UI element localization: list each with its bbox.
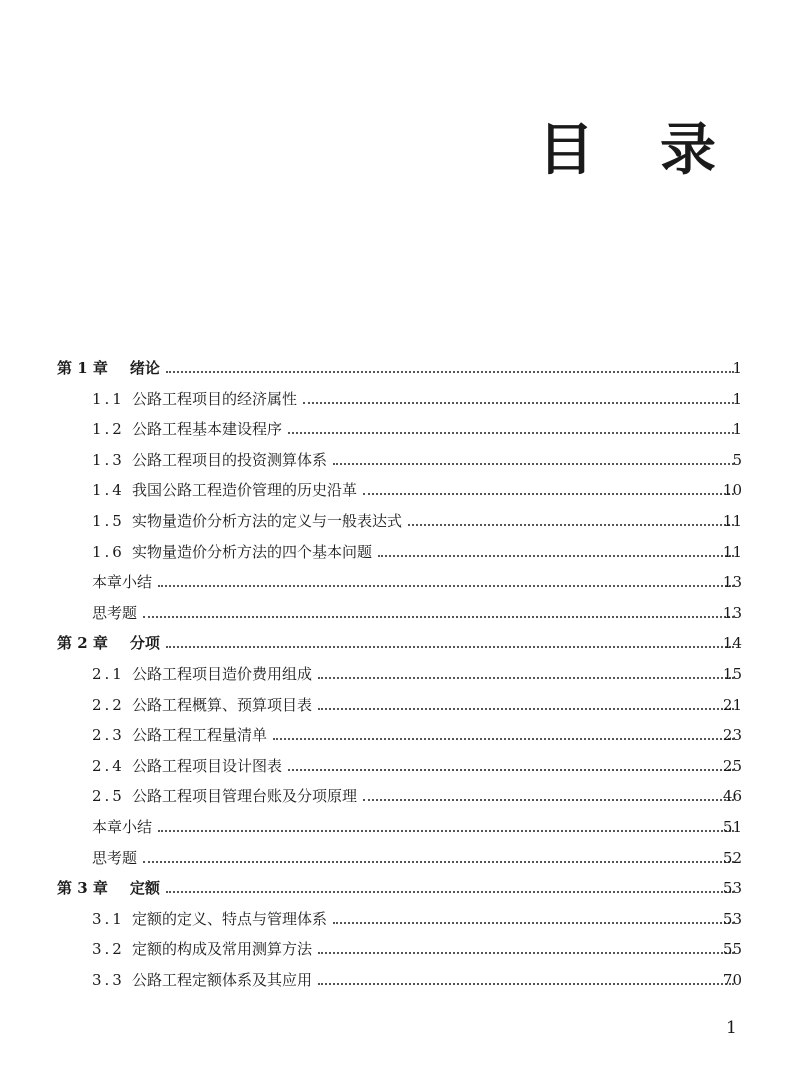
toc-entry-title: 本章小结 [92,818,153,836]
dot-leader [318,953,734,985]
toc-page-number: 13 [722,603,742,622]
toc-entry-number: 3.3 [92,971,125,989]
toc-entry-number: 2.4 [92,756,125,775]
toc-entry-title: 公路工程项目设计图表 [132,756,283,775]
dot-leader [378,525,734,557]
toc-entry-number: 1.2 [92,420,125,439]
dot-leader [318,922,734,954]
dot-leader [318,678,734,710]
toc-entry-title: 分项 [129,634,160,653]
toc-page-number: 51 [722,818,742,836]
toc-page-number: 11 [722,512,742,530]
toc-entry-number: 1.1 [92,389,125,408]
toc-entry-title: 公路工程基本建设程序 [132,420,283,439]
page-number: 1 [726,1018,737,1038]
toc-entry-title: 公路工程项目管理台账及分项原理 [132,787,358,806]
toc-entry-title: 思考题 [92,603,138,622]
toc-entry-title: 实物量造价分析方法的定义与一般表达式 [132,512,403,530]
title-char-2: 录 [660,117,716,183]
dot-leader [166,616,734,648]
dot-leader [363,769,734,801]
toc-page-number: 1 [732,420,742,439]
dot-leader [143,831,734,863]
toc-entry-number: 2.5 [92,787,125,806]
toc-entry-number: 1.4 [92,481,125,500]
toc-entry-title: 思考题 [92,848,138,867]
toc-entry-title: 定额的构成及常用测算方法 [132,940,313,959]
toc-page-number: 46 [722,787,742,806]
toc-entry-title: 绪论 [129,359,160,377]
toc-page-number: 55 [722,940,742,959]
toc-page-number: 15 [722,665,742,683]
toc-entry-title: 实物量造价分析方法的四个基本问题 [132,542,373,561]
toc-entry-title: 公路工程概算、预算项目表 [132,695,313,714]
toc-entry-number: 第 3 章 [57,879,108,898]
toc-page-number: 70 [722,971,742,989]
toc-page-number: 21 [722,695,742,714]
dot-leader [363,463,734,495]
toc-entry-title: 本章小结 [92,573,153,592]
dot-leader [303,372,734,404]
toc-entry-title: 定额 [129,879,160,898]
dot-leader [166,861,734,893]
title-char-1: 目 [538,117,594,183]
dot-leader [288,402,734,434]
toc-entry-number: 第 1 章 [57,359,108,377]
toc-page-number: 52 [722,848,742,867]
toc-entry-title: 公路工程项目的经济属性 [132,389,298,408]
dot-leader [408,494,734,526]
dot-leader [273,708,734,740]
toc-entry-title: 定额的定义、特点与管理体系 [132,909,328,928]
toc-page-number: 1 [732,389,742,408]
toc-page-number: 53 [722,909,742,928]
toc-entry-number: 1.5 [92,512,125,530]
toc-entry-number: 3.2 [92,940,125,959]
toc-page-number: 1 [732,359,742,377]
toc-page-number: 23 [722,726,742,745]
toc-entry-title: 公路工程工程量清单 [132,726,268,745]
toc-page-number: 10 [722,481,742,500]
toc-page-number: 5 [732,450,742,469]
toc-entry-number: 2.1 [92,665,125,683]
toc-entry-number: 2.3 [92,726,125,745]
dot-leader [333,892,734,924]
toc-page-number: 14 [722,634,742,653]
toc-page-number: 11 [722,542,742,561]
toc-page-number: 53 [722,879,742,898]
toc-entry [92,965,740,995]
toc-entry-number: 1.6 [92,542,125,561]
dot-leader [158,555,734,587]
page-title [538,117,716,183]
toc-entry-number: 1.3 [92,450,125,469]
toc-entry-title: 公路工程定额体系及其应用 [132,971,313,989]
dot-leader [318,647,734,679]
dot-leader [288,739,734,771]
toc-entry-title: 公路工程项目的投资测算体系 [132,450,328,469]
dot-leader [333,433,734,465]
dot-leader [166,341,734,373]
toc-page-number: 13 [722,573,742,592]
dot-leader [158,800,734,832]
toc-entry-title: 公路工程项目造价费用组成 [132,665,313,683]
toc-entry-number: 3.1 [92,909,125,928]
toc-page-number: 25 [722,756,742,775]
toc-section-row[interactable] [0,965,790,995]
toc-entry-number: 2.2 [92,695,125,714]
toc-entry-title: 我国公路工程造价管理的历史沿革 [132,481,358,500]
dot-leader [143,586,734,618]
toc-entry-number: 第 2 章 [57,634,108,653]
